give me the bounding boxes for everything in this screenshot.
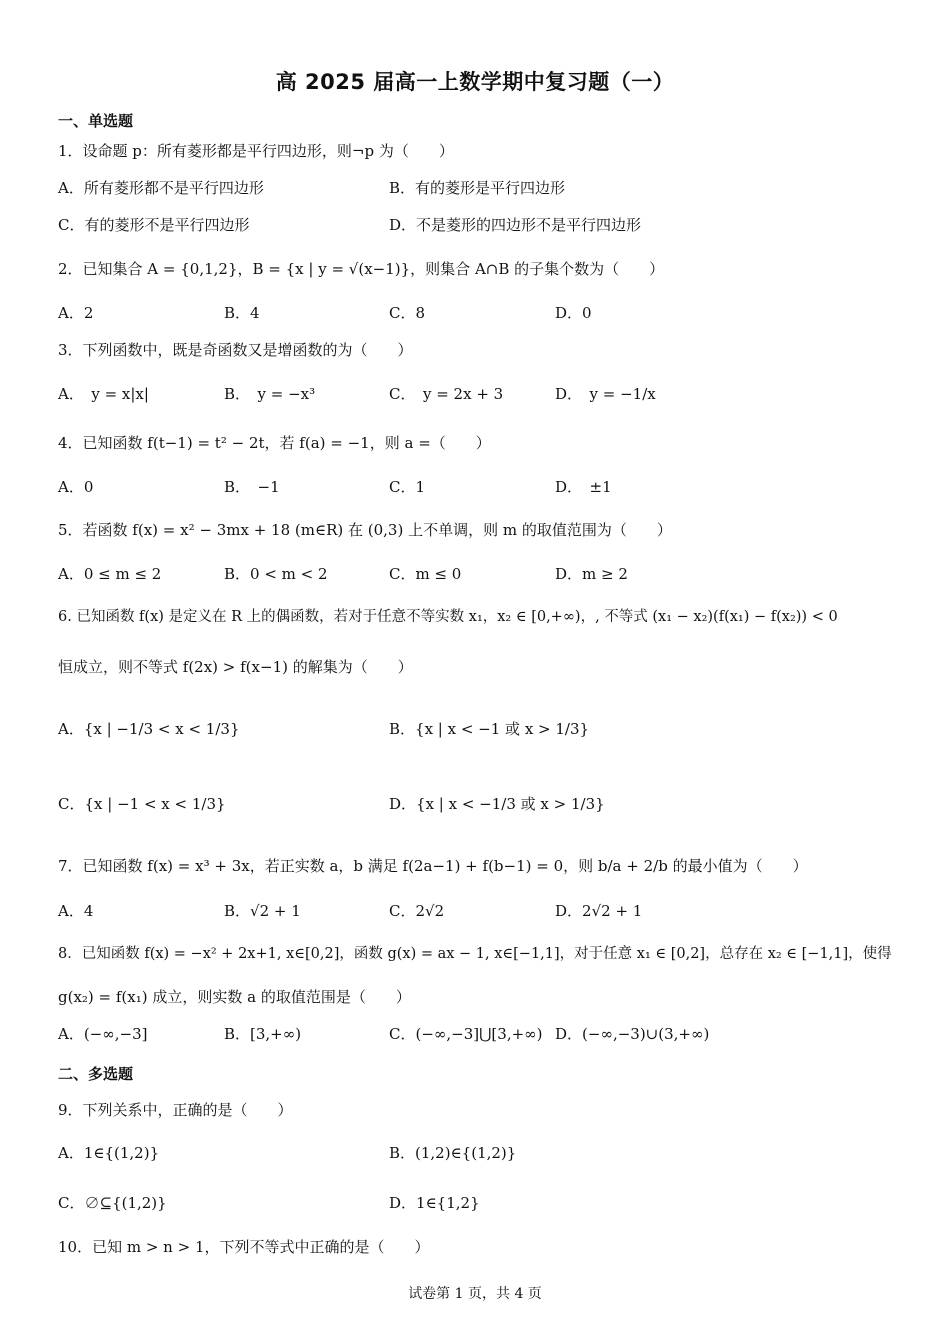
question-3-option-b: B． y = −x³ bbox=[224, 385, 316, 403]
question-9-option-a: A．1∈{(1,2)} bbox=[58, 1144, 160, 1162]
question-6-stem-line-2: 恒成立，则不等式 f(2x) > f(x−1) 的解集为（ ） bbox=[58, 658, 413, 676]
question-2-option-d: D．0 bbox=[555, 304, 592, 322]
question-8-option-b: B．[3,+∞) bbox=[224, 1025, 302, 1043]
question-1-option-c: C．有的菱形不是平行四边形 bbox=[58, 216, 250, 234]
question-8-option-c: C．(−∞,−3]⋃[3,+∞) bbox=[389, 1025, 543, 1043]
question-2-option-c: C．8 bbox=[389, 304, 426, 322]
question-9-option-c: C．∅⊆{(1,2)} bbox=[58, 1194, 167, 1212]
question-8-stem-line-1: 8．已知函数 f(x) = −x² + 2x+1, x∈[0,2]，函数 g(x) = ax − 1, x∈[−1,1]，对于任意 x₁ ∈ [0,2]，总存在 x₂ ∈ [−1,1]，使得 bbox=[58, 946, 892, 962]
question-4-stem: 4．已知函数 f(t−1) = t² − 2t，若 f(a) = −1，则 a =（ ） bbox=[58, 434, 491, 452]
question-5-option-c: C．m ≤ 0 bbox=[389, 565, 462, 583]
question-7-stem: 7．已知函数 f(x) = x³ + 3x，若正实数 a，b 满足 f(2a−1) + f(b−1) = 0，则 b/a + 2/b 的最小值为（ ） bbox=[58, 857, 808, 875]
question-8-option-d: D．(−∞,−3)∪(3,+∞) bbox=[555, 1025, 710, 1043]
question-7-option-b: B．√2 + 1 bbox=[224, 902, 301, 920]
question-2-option-a: A．2 bbox=[58, 304, 94, 322]
page-footer: 试卷第 1 页，共 4 页 bbox=[408, 1286, 542, 1302]
question-6-option-b: B．{x | x < −1 或 x > 1/3} bbox=[389, 720, 590, 738]
question-8-option-a: A．(−∞,−3] bbox=[58, 1025, 148, 1043]
question-9-stem: 9．下列关系中，正确的是（ ） bbox=[58, 1101, 293, 1119]
question-6-option-a: A．{x | −1/3 < x < 1/3} bbox=[58, 720, 240, 738]
question-7-option-c: C．2√2 bbox=[389, 902, 445, 920]
question-6-option-d: D．{x | x < −1/3 或 x > 1/3} bbox=[389, 795, 605, 813]
question-10-stem: 10．已知 m > n > 1，下列不等式中正确的是（ ） bbox=[58, 1238, 430, 1256]
question-5-stem: 5．若函数 f(x) = x² − 3mx + 18 (m∈R) 在 (0,3) 上不单调，则 m 的取值范围为（ ） bbox=[58, 521, 672, 539]
question-5-option-a: A．0 ≤ m ≤ 2 bbox=[58, 565, 162, 583]
question-3-option-a: A． y = x|x| bbox=[58, 385, 149, 403]
page-title: 高 2025 届高一上数学期中复习题（一） bbox=[275, 70, 675, 94]
question-7-option-a: A．4 bbox=[58, 902, 94, 920]
question-9-option-d: D．1∈{1,2} bbox=[389, 1194, 480, 1212]
question-1-stem: 1．设命题 p：所有菱形都是平行四边形，则¬p 为（ ） bbox=[58, 142, 454, 160]
question-4-option-d: D． ±1 bbox=[555, 478, 612, 496]
question-9-option-b: B．(1,2)∈{(1,2)} bbox=[389, 1144, 517, 1162]
question-3-option-d: D． y = −1/x bbox=[555, 385, 656, 403]
section-multi-choice: 二、多选题 bbox=[58, 1065, 134, 1083]
question-6-option-c: C．{x | −1 < x < 1/3} bbox=[58, 795, 226, 813]
question-1-option-a: A．所有菱形都不是平行四边形 bbox=[58, 179, 264, 197]
question-2-option-b: B．4 bbox=[224, 304, 260, 322]
section-single-choice: 一、单选题 bbox=[58, 112, 134, 130]
question-4-option-c: C．1 bbox=[389, 478, 426, 496]
question-3-stem: 3．下列函数中，既是奇函数又是增函数的为（ ） bbox=[58, 341, 413, 359]
question-1-option-b: B．有的菱形是平行四边形 bbox=[389, 179, 566, 197]
question-4-option-a: A．0 bbox=[58, 478, 94, 496]
question-1-option-d: D．不是菱形的四边形不是平行四边形 bbox=[389, 216, 642, 234]
question-5-option-d: D．m ≥ 2 bbox=[555, 565, 628, 583]
question-2-stem: 2．已知集合 A = {0,1,2}，B = {x | y = √(x−1)}，则集合 A∩B 的子集个数为（ ） bbox=[58, 260, 665, 278]
question-4-option-b: B． −1 bbox=[224, 478, 280, 496]
question-7-option-d: D．2√2 + 1 bbox=[555, 902, 643, 920]
question-6-stem-line-1: 6. 已知函数 f(x) 是定义在 R 上的偶函数，若对于任意不等实数 x₁，x₂ ∈ [0,+∞)，, 不等式 (x₁ − x₂)(f(x₁) − f(x₂)) < 0 bbox=[58, 609, 838, 625]
question-5-option-b: B．0 < m < 2 bbox=[224, 565, 328, 583]
question-3-option-c: C． y = 2x + 3 bbox=[389, 385, 504, 403]
question-8-stem-line-2: g(x₂) = f(x₁) 成立，则实数 a 的取值范围是（ ） bbox=[58, 988, 411, 1006]
